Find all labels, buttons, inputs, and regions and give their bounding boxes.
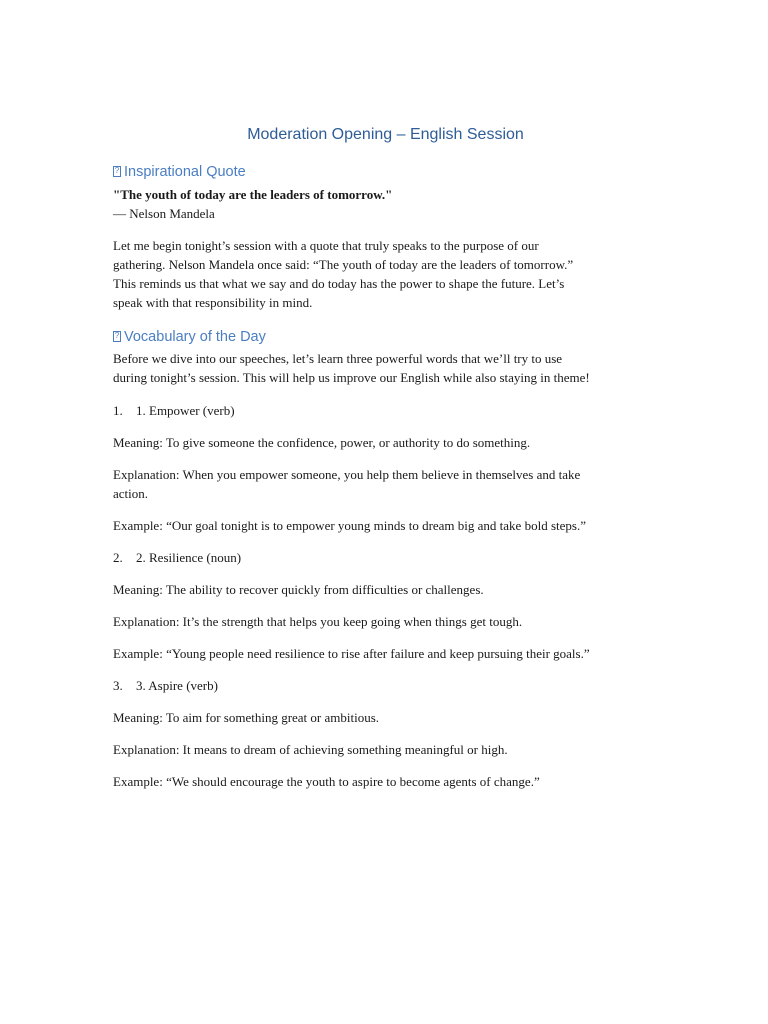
quote-paragraph-line: gathering. Nelson Mandela once said: “The youth of today are the leaders of tomorrow.” [113, 257, 574, 272]
vocab-word-label: 2. Resilience (noun) [136, 550, 242, 565]
list-number: 3. [113, 678, 123, 693]
vocab-example: Example: “Our goal tonight is to empower young minds to dream big and take bold steps.” [113, 518, 586, 533]
quote-heading-text: Inspirational Quote [124, 164, 246, 180]
list-number: 1. [113, 403, 123, 418]
quote-section-heading [113, 162, 246, 182]
missing-glyph-box-icon [113, 166, 121, 177]
list-number: 2. [113, 550, 123, 565]
quote-paragraph-line: speak with that responsibility in mind. [113, 295, 313, 310]
vocab-meaning: Meaning: To give someone the confidence, power, or authority to do something. [113, 435, 531, 450]
vocab-meaning: Meaning: The ability to recover quickly from difficulties or challenges. [113, 582, 484, 597]
vocab-explanation-line: Explanation: It means to dream of achieving something meaningful or high. [113, 742, 508, 757]
quote-paragraph-line: This reminds us that what we say and do today has the power to shape the future. Let’s [113, 276, 565, 291]
vocab-intro-line: during tonight’s session. This will help us improve our English while also staying in theme! [113, 370, 590, 385]
quote-paragraph-line: Let me begin tonight’s session with a quote that truly speaks to the purpose of our [113, 238, 539, 253]
vocab-section-heading [113, 327, 266, 347]
vocab-explanation-line: Explanation: It’s the strength that helps you keep going when things get tough. [113, 614, 523, 629]
vocab-word-item [113, 401, 658, 420]
vocab-word-label: 3. Aspire (verb) [136, 678, 218, 693]
vocab-heading-text: Vocabulary of the Day [124, 329, 266, 345]
vocab-example: Example: “Young people need resilience to rise after failure and keep pursuing their goals.” [113, 646, 590, 661]
vocab-word-label: 1. Empower (verb) [136, 403, 235, 418]
vocab-word-item [113, 676, 658, 695]
vocab-example: Example: “We should encourage the youth to aspire to become agents of change.” [113, 774, 540, 789]
missing-glyph-box-icon [113, 331, 121, 342]
vocab-meaning: Meaning: To aim for something great or ambitious. [113, 710, 380, 725]
inspirational-quote: "The youth of today are the leaders of tomorrow." [113, 187, 393, 202]
vocab-intro-line: Before we dive into our speeches, let’s learn three powerful words that we’ll try to use [113, 351, 563, 366]
quote-attribution: — Nelson Mandela [113, 206, 215, 221]
vocab-explanation-line: action. [113, 486, 149, 501]
vocab-word-item [113, 548, 658, 567]
document-title: Moderation Opening – English Session [247, 126, 524, 143]
vocab-explanation-line: Explanation: When you empower someone, you help them believe in themselves and take [113, 467, 581, 482]
